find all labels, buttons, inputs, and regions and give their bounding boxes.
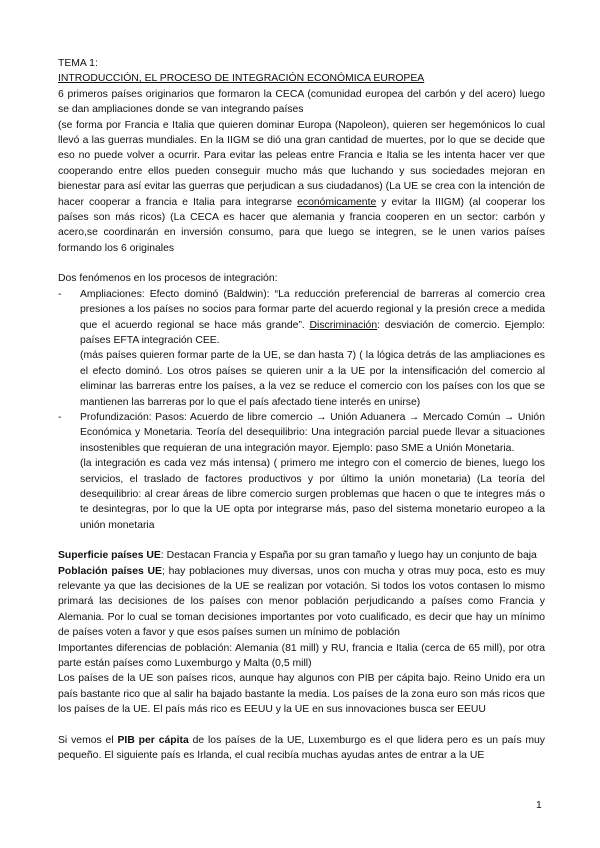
phenomena-list [58,287,545,534]
paragraph-history [58,118,545,257]
paragraph-ceca: 6 primeros países originarios que formaron la CECA (comunidad europea del carbón y del acero) luego se dan ampliaciones donde se van integrando países [58,88,545,116]
dash-bullet: - [58,288,62,300]
doc-subtitle: INTRODUCCIÓN, EL PROCESO DE INTEGRACIÓN ECONÓMICA EUROPEA [58,73,425,85]
paragraph-pib [58,733,545,764]
ampliaciones-text [80,287,545,349]
profundizacion-note: (la integración es cada vez más intensa) ( primero me integro con el comercio de bienes, luego los servicios, el traslado de factores productivos y por último la unión monetaria) (La teoría del desequilibrio: al crear áreas de libre comercio surgen problemas que hacen o que te integres más o te desintegras, por lo que la UE opta por integrarse más, paso del sistema monetario europeo a la unión monetaria [80,458,545,531]
history-text-a: (se forma por Francia e Italia que quieren dominar Europa (Napoleon), quieren ser hegemónicos lo cual llevó a las guerras mundiales. En la IIGM se dió una gran cantidad de muertes, por lo que se decide que eso no puede volver a ocurrir. Para evitar las peleas entre Francia e Italia se les intenta hacer ver que cooperando entre ellos pueden conseguir mucho más que luchando y sus sociedades mejoran en bienestar para así evitar las guerras que perjudican a sus ciudadanos) (La UE se crea con la intención de hacer cooperar a francia e Italia para integrarse [58,119,545,208]
poblacion-label: Población países UE [58,565,162,577]
history-text-b: y evitar la IIIGM) (al cooperar los países son más ricos) (La CECA es hacer que alemania y francia cooperen en un sector: carbón y acero,se coordinarán en inversión consumo, para que luego se integren, se le unen varios países formando los 6 originales [58,196,545,254]
ampliaciones-b: : desviación de comercio. Ejemplo: países EFTA integración CEE. [80,319,545,346]
ampliaciones-underlined: Discriminación [309,319,378,331]
paragraph-diferencias: Importantes diferencias de población: Alemania (81 mill) y RU, francia e Italia (cerca de 65 mill), por otra parte están países como Luxemburgo y Malta (0,5 mill) [58,642,545,670]
ampliaciones-note: (más países quieren formar parte de la UE, se dan hasta 7) ( la lógica detrás de las ampliaciones es el efecto dominó. Los otros países se quieren unir a la UE por la intensificación del comercio al eliminar las barreras entre los países, a la vez se reduce el comercio con los países con los que se mantienen las barreras por lo que el país afectado tiene interés en unirse) [80,350,545,408]
pib-text-a: Si vemos el [58,734,118,746]
superficie-label: Superficie países UE [58,550,161,562]
pib-text-b: de los países de la UE, Luxemburgo es el que lidera pero es un país muy pequeño. El siguiente país es Irlanda, el cual recibía muchas ayudas antes de entrar a la UE [58,734,546,762]
history-underlined: económicamente [297,196,377,208]
ampliaciones-a: Ampliaciones: Efecto dominó (Baldwin): “La reducción preferencial de barreras al comercio crea presiones a los países no socios para formar parte del acuerdo regional y la presión crece a medida que el acuerdo regional se hace más grande”. [80,288,545,331]
list-item-profundizacion [58,410,545,533]
superficie-text: : Destacan Francia y España por su gran tamaño y luego hay un conjunto de baja [160,550,537,562]
page-number: 1 [536,800,542,811]
doc-title: TEMA 1: [58,58,98,69]
document-body [58,56,545,763]
list-item-ampliaciones [58,287,545,410]
paragraph-superficie [58,548,545,563]
profundizacion-text: Profundización: Pasos: Acuerdo de libre comercio → Unión Aduanera → Mercado Común → Unión Económica y Monetaria. Teoría del desequilibrio: Una integración parcial puede llevar a situaciones insostenibles que requieran de una integración mayor. Ejemplo: paso SME a Unión Monetaria. [80,411,545,454]
paragraph-poblacion [58,564,545,641]
paragraph-paises-ricos: Los países de la UE son países ricos, aunque hay algunos con PIB per cápita bajo. Reino Unido era un país bastante rico que al salir ha bajado bastante la media. Los países de la zona euro son más ricos que los países de la UE. El país más rico es EEUU y la UE en sus innovaciones busca ser EEUU [58,673,545,716]
poblacion-text: ; hay poblaciones muy diversas, unos con mucha y otras muy poca, esto es muy relevante ya que las decisiones de la UE se realizan por votación. Si todos los votos contasen lo mismo primará las decisiones de los países con menor población perjudicando a países como Francia y Alemania. Por lo cual se toman decisiones importantes por voto cualificado, es decir que hay un mínimo de países voten a favor y que esos países sumen un mínimo de población [58,565,545,639]
dash-bullet: - [58,411,62,423]
pib-label: PIB per cápita [117,734,189,746]
paragraph-phenomena: Dos fenómenos en los procesos de integración: [58,273,278,285]
